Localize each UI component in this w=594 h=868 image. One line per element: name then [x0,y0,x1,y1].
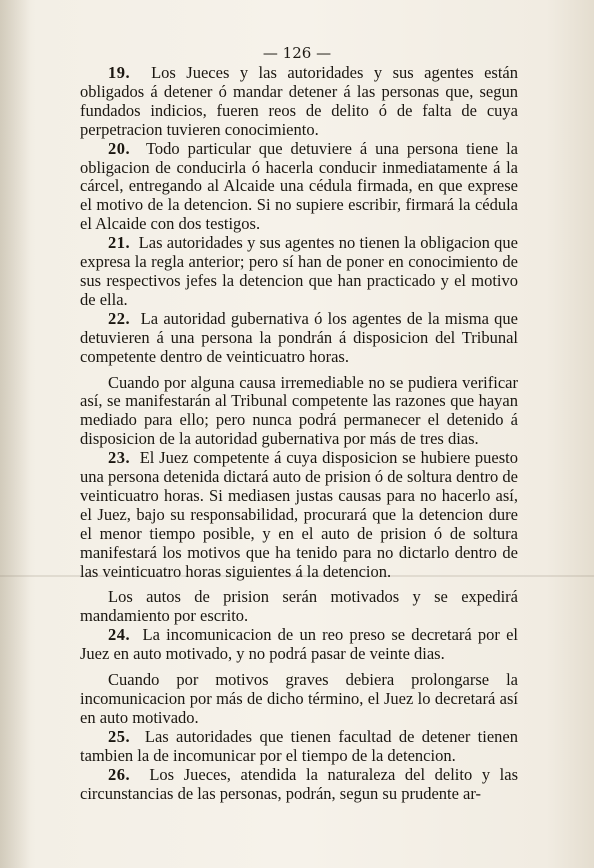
paragraph-21 [80,234,518,310]
article-number: 22. [108,308,131,328]
document-body [80,64,518,803]
paragraph-text: El Juez competente á cuya disposicion se hubiere puesto una persona detenida dictará auto de prision ó de soltura dentro de veinticuatro horas. Si mediasen justas causas para no hacerlo así, el Juez, bajo su responsabilidad, procurará que la detencion dure el menor tiempo posible, y en el auto de prision ó de soltura manifestará los motivos que ha tenido para no dictarlo dentro de las veinticuatro horas siguientes á la detencion. [80,448,519,581]
paragraph-text: Los autos de prision serán motivados y se expedirá mandamiento por escrito. [80,587,518,626]
paragraph-22 [80,310,518,367]
article-number: 19. [108,63,131,82]
paragraph-text: Todo particular que detuviere á una persona tiene la obligacion de conducirla ó hacerla conducir inmediatamente á la cárcel, entregando al Alcaide una cédula firmada, en que exprese el motivo de la detencion. Si no supiere escribir, firmará la cédula el Alcaide con dos testigos. [80,138,519,234]
paragraph-24-continuation [80,671,518,728]
paragraph-text: Los Jueces, atendida la naturaleza del delito y las circunstancias de las personas, podrán, segun su prudente ar- [80,764,519,803]
paragraph-text: Cuando por motivos graves debiera prolongarse la incomunicacion por más de dicho término, el Juez lo decretará así en auto motivado. [80,670,518,727]
article-number: 21. [108,233,131,253]
paragraph-text: Los Jueces y las autoridades y sus agentes están obligados á detener ó mandar detener á las personas que, segun fundados indicios, fueren reos de delito ó de falta de cuya perpetracion tuvieren conocimiento. [80,63,519,139]
paragraph-25 [80,728,518,766]
page-edge-stain [0,0,30,868]
paragraph-text: Las autoridades que tienen facultad de detener tienen tambien la de incomunicar por el tiempo de la detencion. [80,726,519,765]
paragraph-19 [80,64,518,140]
paragraph-text: La incomunicacion de un reo preso se decretará por el Juez en auto motivado, y no podrá pasar de veinte dias. [80,625,518,664]
article-number: 20. [108,138,131,158]
paragraph-26 [80,766,518,804]
article-number: 26. [108,764,131,784]
paragraph-24 [80,626,518,664]
paragraph-text: Cuando por alguna causa irremediable no se pudiera verificar así, se manifestarán al Tribunal competente las razones que hayan mediado para ello; pero nunca podrá permanecer el detenido á disposicion de la autoridad gubernativa por más de tres dias. [80,372,518,449]
article-number: 25. [108,726,131,746]
article-number: 24. [108,625,131,645]
paragraph-text: Las autoridades y sus agentes no tienen la obligacion que expresa la regla anterior; pero sí han de poner en conocimiento de sus respectivos jefes la detencion que han practicado y el motivo de ella. [80,233,518,309]
page-number: — 126 — [262,44,332,62]
paragraph-text: La autoridad gubernativa ó los agentes de la misma que detuvieren á una persona la pondrán á disposicion del Tribunal competente dentro de veinticuatro horas. [80,308,518,366]
paragraph-20 [80,140,518,235]
paragraph-23-continuation [80,588,518,626]
article-number: 23. [108,448,131,468]
paragraph-22-continuation [80,374,518,450]
paragraph-23 [80,449,518,581]
